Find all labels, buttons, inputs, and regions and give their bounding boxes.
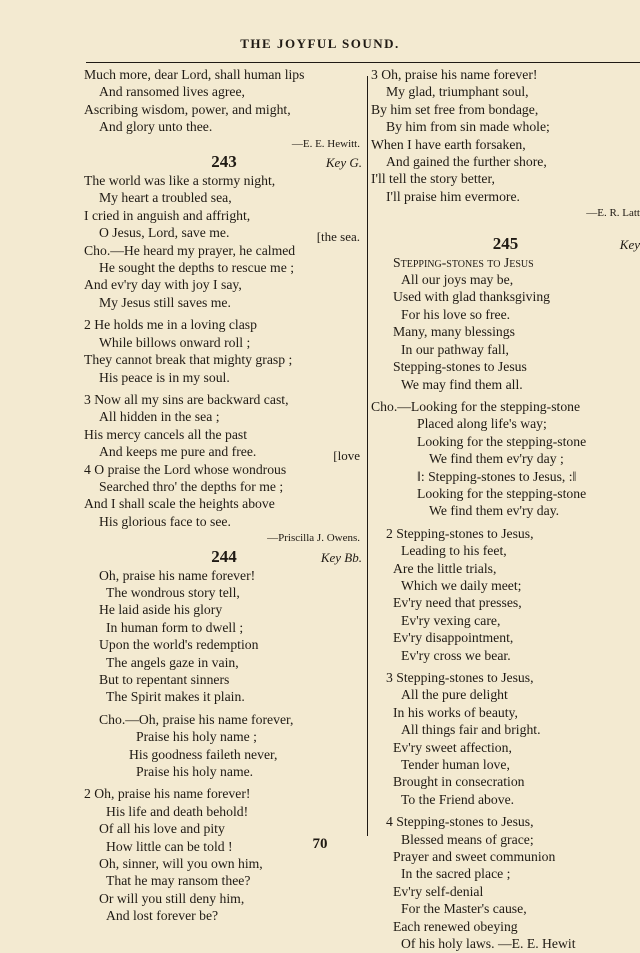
verse-line: For the Master's cause, (401, 901, 527, 917)
verse-line: All things fair and bright. (401, 722, 541, 738)
verse-line: And gained the further shore, (386, 154, 547, 170)
verse-line: Leading to his feet, (401, 543, 507, 559)
verse-line: 2 He holds me in a loving clasp (84, 317, 257, 333)
verse-line: Searched thro' the depths for me ; (99, 478, 284, 494)
author-attribution: —E. R. Latt (586, 207, 640, 220)
right-column (371, 66, 640, 953)
verse-line: But to repentant sinners (99, 672, 230, 687)
verse-line: Used with glad thanksgiving (393, 289, 551, 305)
chorus-line: Placed along life's way; (417, 416, 547, 432)
verse-line: Ev'ry self-denial (393, 883, 484, 899)
verse-line: Ev'ry vexing care, (401, 612, 501, 628)
verse-text: And keeps me pure and free. (99, 444, 257, 460)
verse-line: My glad, triumphant soul, (386, 84, 529, 100)
column-divider (367, 76, 368, 836)
verse-line: By him from sin made whole; (386, 119, 550, 135)
verse-line: Are the little trials, (393, 560, 497, 576)
verse-line: Ev'ry need that presses, (393, 595, 522, 611)
hymn-key: Key Bb. (320, 549, 362, 565)
verse-line: Of his holy laws. —E. E. Hewit (401, 936, 576, 952)
verse-line: His glorious face to see. (99, 513, 231, 529)
chorus-line: Looking for the stepping-stone (417, 433, 587, 449)
verse-line: Brought in consecration (393, 774, 525, 790)
chorus-line: Praise his holy name. (136, 764, 254, 780)
verse-line: By him set free from bondage, (371, 101, 539, 117)
verse-line: 3 Now all my sins are backward cast, (84, 391, 289, 407)
verse-line: 4 Stepping-stones to Jesus, (386, 814, 534, 830)
verse-line: He laid aside his glory (99, 602, 223, 618)
chorus-line: And ev'ry day with joy I say, (84, 277, 242, 293)
verse-line: Many, many blessings (393, 324, 515, 340)
verse-line: Which we daily meet; (401, 577, 522, 593)
hymn-number: 244 (211, 546, 237, 566)
verse-text: O Jesus, Lord, save me. (99, 225, 230, 241)
left-column (84, 66, 364, 925)
verse-line: The angels gaze in vain, (106, 654, 239, 670)
verse-line: We may find them all. (401, 376, 523, 392)
verse-line: Ev'ry sweet affection, (393, 739, 512, 755)
verse-line: Blessed means of grace; (401, 831, 534, 847)
verse-line: How little can be told ! (106, 838, 233, 854)
verse-line: 3 Oh, praise his name forever! (371, 67, 538, 82)
verse-line: Stepping-stones to Jesus (393, 254, 534, 270)
chorus-line: We find them ev'ry day. (429, 503, 560, 519)
verse-line: All our joys may be, (401, 272, 514, 288)
chorus-line: Cho.—Looking for the stepping-stone (371, 398, 581, 414)
running-title: THE JOYFUL SOUND. (240, 36, 400, 51)
turnover-text: [love (333, 448, 360, 464)
verse-line: Stepping-stones to Jesus (393, 359, 527, 375)
chorus-line: He sought the depths to rescue me ; (99, 260, 295, 276)
hymn-number: 245 (492, 233, 519, 253)
author-attribution: —Priscilla J. Owens. (267, 532, 360, 545)
verse-line: The world was like a stormy night, (84, 173, 276, 189)
turnover-text: [the sea. (316, 229, 360, 245)
header-rule (86, 62, 640, 63)
chorus-line: We find them ev'ry day ; (429, 451, 564, 467)
verse-line: His peace is in my soul. (99, 369, 230, 385)
verse-line: All hidden in the sea ; (99, 409, 220, 425)
verse-line: Upon the world's redemption (99, 637, 259, 653)
page-number: 70 (312, 836, 328, 852)
verse-line: The wondrous story tell, (106, 584, 240, 600)
verse-line: That he may ransom thee? (106, 873, 251, 889)
verse-line: Or will you still deny him, (99, 890, 245, 906)
verse-line: 3 Stepping-stones to Jesus, (386, 670, 534, 685)
verse-line: Ascribing wisdom, power, and might, (84, 101, 291, 117)
verse-line (84, 443, 364, 464)
verse-line: And lost forever be? (106, 908, 219, 924)
verse-line: My heart a troubled sea, (99, 190, 232, 206)
verse-line: His life and death behold! (106, 803, 249, 819)
verse-line: Tender human love, (401, 757, 510, 773)
hymn-number: 243 (211, 152, 237, 172)
hymn-key: Key G. (325, 155, 362, 171)
verse-line: Ev'ry cross we bear. (401, 647, 511, 663)
verse-line: And I shall scale the heights above (84, 496, 275, 512)
verse-line: Of all his love and pity (99, 821, 225, 837)
chorus-line: My Jesus still saves me. (99, 294, 231, 310)
chorus-line: Looking for the stepping-stone (417, 485, 587, 501)
verse-line: 2 Stepping-stones to Jesus, (386, 525, 534, 541)
verse-line: And glory unto thee. (99, 119, 213, 135)
verse-line: 2 Oh, praise his name forever! (84, 786, 251, 802)
verse-line: In human form to dwell ; (106, 619, 244, 635)
chorus-line: His goodness faileth never, (129, 746, 278, 762)
verse-line: Oh, sinner, will you own him, (99, 856, 263, 872)
verse-line: In his works of beauty, (393, 704, 518, 720)
verse-line: Much more, dear Lord, shall human lips (84, 67, 305, 82)
verse-line: The Spirit makes it plain. (106, 689, 245, 705)
verse-line: In the sacred place ; (401, 866, 511, 882)
hymn-key: Key (619, 236, 640, 252)
verse-line: His mercy cancels all the past (84, 426, 248, 442)
verse-line: For his love so free. (401, 306, 511, 322)
verse-line: And ransomed lives agree, (99, 84, 245, 100)
chorus-line: ‖: Stepping-stones to Jesus, :‖ (417, 468, 577, 484)
verse-line: They cannot break that mighty grasp ; (84, 352, 293, 368)
hymn-heading-243 (84, 153, 364, 172)
verse-line: All the pure delight (401, 687, 508, 703)
verse-line: I'll tell the story better, (371, 171, 495, 187)
verse-line: Ev'ry disappointment, (393, 630, 514, 646)
verse-line: In our pathway fall, (401, 341, 509, 357)
author-attribution: —E. E. Hewitt. (291, 137, 360, 150)
verse-line: Oh, praise his name forever! (99, 567, 256, 583)
verse-line: 4 O praise the Lord whose wondrous (84, 461, 287, 477)
chorus-line: Cho.—Oh, praise his name forever, (99, 711, 294, 727)
verse-line: Each renewed obeying (393, 918, 518, 934)
verse-line: I'll praise him evermore. (386, 188, 520, 204)
hymn-heading-245 (371, 235, 640, 254)
verse-line: Prayer and sweet communion (393, 849, 556, 865)
verse-line: I cried in anguish and affright, (84, 207, 251, 223)
chorus-line: Praise his holy name ; (136, 729, 257, 745)
chorus-line: Cho.—He heard my prayer, he calmed (84, 242, 296, 258)
verse-line: While billows onward roll ; (99, 334, 251, 350)
verse-line: When I have earth forsaken, (371, 136, 526, 152)
verse-line: To the Friend above. (401, 791, 515, 807)
hymn-heading-244 (84, 548, 364, 567)
verse-line (84, 224, 364, 245)
